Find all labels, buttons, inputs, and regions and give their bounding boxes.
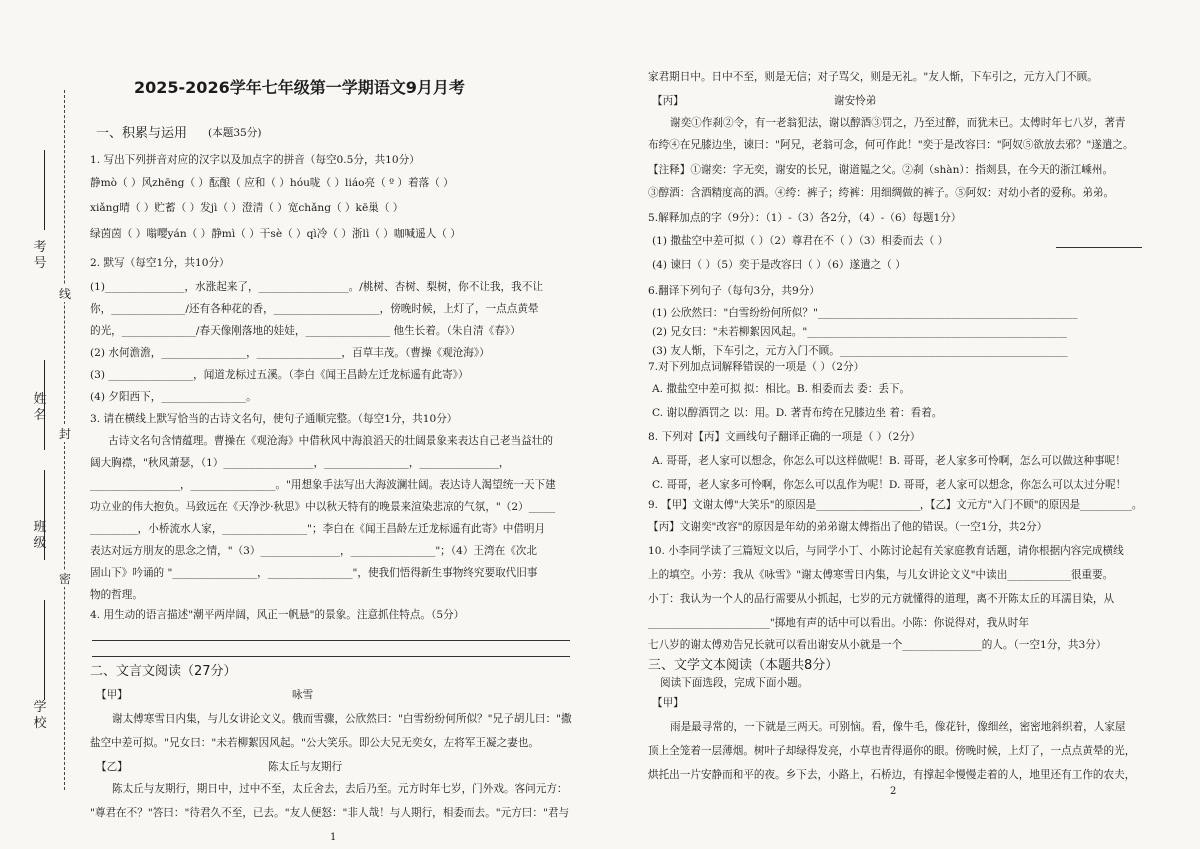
question-1-row-2: xiǎng晴（ ）贮蓄（ ）发jì（ ）澄清（ ）宽chǎng（ ）kē巢（ ） — [90, 202, 404, 214]
question-2-line-4: (2) 水何澹澹，________________，________________，百草丰茂。（曹操《观沧海》） — [90, 347, 490, 359]
seal-mark-secret: 密 — [58, 572, 71, 586]
question-2-line-5: (3) ________________，闻道龙标过五溪。（李白《闻王昌龄左迁龙标遥有此寄》） — [90, 369, 469, 381]
question-10-line-2: 上的填空。小芳：我从《咏雪》"谢太傅寒雪日内集，与儿女讲论文义"中读出____________很重要。 — [648, 569, 1114, 581]
question-6-line-1: (1) 公欣然曰："白雪纷纷何所似？"_________________________________________________ — [652, 307, 1078, 319]
question-8-options-cd: C. 哥哥，老人家多可怜啊，你怎么可以乱作为呢！D. 哥哥，老人家可以想念，你怎么可以太过分呢！ — [652, 479, 1127, 491]
passage-yi-title: 陈太丘与友期行 — [268, 761, 343, 773]
answer-line-2 — [92, 656, 570, 657]
section-1-heading: 一、积累与运用 — [96, 126, 188, 141]
question-8-options-ab: A. 哥哥，老人家可以想念，你怎么可以这样做呢！B. 哥哥，老人家多可怜啊，怎么可以做这种事呢！ — [652, 455, 1126, 467]
school-rule — [44, 600, 45, 700]
exam-title: 2025-2026学年七年级第一学期语文9月月考 — [134, 78, 465, 97]
question-5-line-2: (4) 谏曰（ ）（5）奕于是改容曰（ ）（6）遂遣之（ ） — [652, 259, 906, 271]
section-3-heading: 三、文学文本阅读（本题共8分） — [648, 658, 839, 673]
question-1-row-3: 绿茵茵（ ）嗡嘤yán（ ）静mì（ ）干sè（ ）qì冷（ ）浙lì（ ）咖喊遥人（ ） — [90, 228, 461, 240]
answer-line-1 — [92, 640, 570, 641]
class-label: 班级 — [33, 520, 47, 551]
question-8: 8. 下列对【丙】文画线句子翻译正确的一项是（ ）（2分） — [648, 431, 921, 443]
question-1-row-1: 静mò（ ）风zhēng（ ）酝酿（ 应和（ ）hóu咙（ ）liáo亮（ º ）着落（ ） — [90, 177, 454, 189]
question-7: 7.对下列加点词解释错误的一项是（ ）（2分） — [648, 361, 865, 373]
passage-yi-line-1: 陈太丘与友期行，期日中，过中不至，太丘舍去，去后乃至。元方时年七岁，门外戏。客问元方： — [112, 783, 568, 795]
passage-yi-line-3: 家君期日中。日中不至，则是无信；对子骂父，则是无礼。"友人惭，下车引之，元方入门不顾。 — [648, 71, 1098, 83]
question-6-line-3: (3) 友人惭，下车引之，元方入门不顾。___________________________________________ — [652, 345, 1068, 357]
passage-jia2-line-2: 顶上全笼着一层薄烟。树叶子却绿得发亮，小草也青得逼你的眼。傍晚时候，上灯了，一点点黄晕的光， — [648, 745, 1136, 757]
question-7-options-cd: C. 谢以醇酒罚之 以：用。D. 著青布绔在兄膝边坐 着：看着。 — [652, 407, 943, 419]
school-label: 学校 — [33, 700, 47, 731]
question-3-line-6: 表达对远方朋友的思念之情，"（3）_______________，________________"；（4）王湾在《次北 — [90, 545, 537, 557]
question-6: 6.翻译下列句子（每句3分，共9分） — [648, 285, 820, 297]
question-7-options-ab: A. 撒盐空中差可拟 拟：相比。B. 相委而去 委：丢下。 — [652, 383, 911, 395]
seal-mark-line: 线 — [58, 287, 71, 301]
question-3-line-1: 古诗文名句含情蕴理。曹操在《观沧海》中借秋风中海浪滔天的壮阔景象来表达自己老当益壮的 — [108, 435, 553, 447]
page-number-1: 1 — [330, 832, 337, 843]
section-2-heading: 二、文言文阅读（27分） — [90, 664, 237, 679]
question-3-line-3: _________________，________________。"用想象手法写出大海波澜壮阔。表达诗人渴望统一天下建 — [90, 479, 556, 491]
passage-jia-line-2: 盐空中差可拟。"兄女曰："未若柳絮因风起。"公大笑乐。即公大兄无奕女，左将军王凝之妻也。 — [90, 737, 539, 749]
seal-mark-seal: 封 — [58, 427, 71, 441]
page-number-2: 2 — [890, 786, 897, 797]
section-1-note: (本题35分) — [208, 127, 262, 139]
question-10-line-4: _______________________"掷地有声的话中可以看出。小陈：你说得对，我从时年 — [648, 617, 1029, 629]
passage-jia2-label: 【甲】 — [652, 697, 684, 709]
section-3-intro: 阅读下面选段，完成下面小题。 — [660, 677, 809, 689]
question-1: 1. 写出下列拼音对应的汉字以及加点字的拼音（每空0.5分，共10分） — [90, 154, 420, 166]
question-2-line-6: (4) 夕阳西下，________________。 — [90, 391, 257, 403]
question-5-stray-line — [1056, 247, 1142, 248]
passage-bing-label: 【丙】 — [652, 95, 684, 107]
question-10-line-1: 10. 小李同学读了三篇短文以后，与同学小丁、小陈讨论起有关家庭教育话题，请你根据内容完成横线 — [648, 545, 1124, 557]
question-10-line-3: 小丁：我认为一个人的品行需要从小抓起，七岁的元方就懂得的道理，离不开陈太丘的耳濡目染，从 — [648, 593, 1115, 605]
question-2-line-3: 的光，______________/春天像刚落地的娃娃，________________ 他生长着。（朱自清《春》） — [90, 325, 521, 337]
question-3-line-4: 功立业的伟大抱负。马致远在《天净沙·秋思》中以秋天特有的晚景来渲染悲凉的气氛，"（2）_____ — [90, 501, 556, 513]
question-9-line-1: 9. 【甲】文谢太傅"大笑乐"的原因是____________________，【乙】文元方"入门不顾"的原因是__________。 — [648, 499, 1143, 511]
question-3-line-5: _________，小桥流水人家，________________"；李白在《闻王昌龄左迁龙标遥有此寄》中借明月 — [90, 523, 546, 535]
question-6-line-2: (2) 兄女曰："未若柳絮因风起。"_________________________________________________ — [652, 326, 1067, 338]
binding-margin — [0, 0, 80, 849]
question-5-line-1: (1) 撒盐空中差可拟（ ）（2）尊君在不（ ）（3）相委而去（ ） — [652, 235, 949, 247]
page-1 — [88, 0, 586, 849]
question-5: 5.解释加点的字（9分）：（1）-（3）各2分，（4）-（6）每题1分） — [648, 212, 962, 224]
passage-yi-line-2: "尊君在不？"答曰："待君久不至，已去。"友人便怒："非人哉！与人期行，相委而去。"元方曰："君与 — [90, 807, 570, 819]
passage-bing-line-2: 布绔④在兄膝边坐，谏曰："阿兄，老翁可念，何可作此！"奕于是改容曰："阿奴⑤欲放去邪？"遂遣之。 — [648, 139, 1134, 151]
question-2-line-1: (1)_______________，水涨起来了，_________________。/桃树、杏树、梨树，你不让我，我不让 — [90, 281, 543, 293]
annotation-line-1: 【注释】①谢奕：字无奕，谢安的长兄，谢道韫之父。②刹（shàn）：指剡县，在今天的浙江嵊州。 — [648, 164, 1114, 176]
passage-bing-title: 谢安怜弟 — [834, 95, 877, 107]
passage-jia-title: 咏雪 — [292, 689, 314, 701]
passage-jia-line-1: 谢太傅寒雪日内集，与儿女讲论文义。俄而雪骤，公欣然曰："白雪纷纷何所似？"兄子胡儿曰："撒 — [112, 713, 572, 725]
question-9-line-2: 【丙】文谢奕"改容"的原因是年幼的弟弟谢太傅指出了他的错误。（一空1分，共2分） — [648, 521, 1048, 533]
passage-bing-line-1: 谢奕①作刹②令，有一老翁犯法，谢以醇酒③罚之，乃至过醉，而犹未已。太傅时年七八岁，著青 — [670, 117, 1126, 129]
passage-jia-label: 【甲】 — [96, 689, 128, 701]
question-2-line-2: 你，______________/还有各种花的香，____________________，傍晚时候，上灯了，一点点黄晕 — [90, 303, 539, 315]
question-3: 3. 请在横线上默写恰当的古诗文名句，使句子通顺完整。（每空1分，共10分） — [90, 413, 458, 425]
name-label: 姓名 — [33, 392, 47, 423]
question-4: 4. 用生动的语言描述"潮平两岸阔，风正一帆悬"的景象。注意抓住特点。（5分） — [90, 609, 465, 621]
exam-number-label: 考号 — [33, 240, 47, 271]
question-3-line-2: 阔大胸襟，"秋风萧瑟，（1）_________________，________________，_______________， — [90, 457, 510, 469]
passage-yi-label: 【乙】 — [96, 761, 128, 773]
passage-jia2-line-1: 雨是最寻常的，一下就是三两天。可别恼。看，像牛毛，像花针，像细丝，密密地斜织着，人家屋 — [670, 721, 1126, 733]
question-3-line-8: 物的哲理。 — [90, 589, 143, 601]
annotation-line-2: ③醇酒：含酒精度高的酒。④绔：裤子；绔裤：用细绸做的裤子。⑤阿奴：对幼小者的爱称。弟弟。 — [648, 187, 1115, 199]
page-2 — [648, 0, 1142, 849]
question-10-line-5: 七八岁的谢太傅劝告兄长就可以看出谢安从小就是一个_______________的人。（一空1分，共3分） — [648, 639, 1107, 651]
question-2: 2. 默写（每空1分，共10分） — [90, 257, 230, 269]
question-3-line-7: 固山下》吟诵的 "________________，________________"，使我们悟得新生事物终究要取代旧事 — [90, 567, 538, 579]
passage-jia2-line-3: 烘托出一片安静而和平的夜。乡下去，小路上，石桥边，有撑起伞慢慢走着的人，地里还有工作的农夫， — [648, 769, 1136, 781]
exam-number-rule — [44, 150, 45, 230]
